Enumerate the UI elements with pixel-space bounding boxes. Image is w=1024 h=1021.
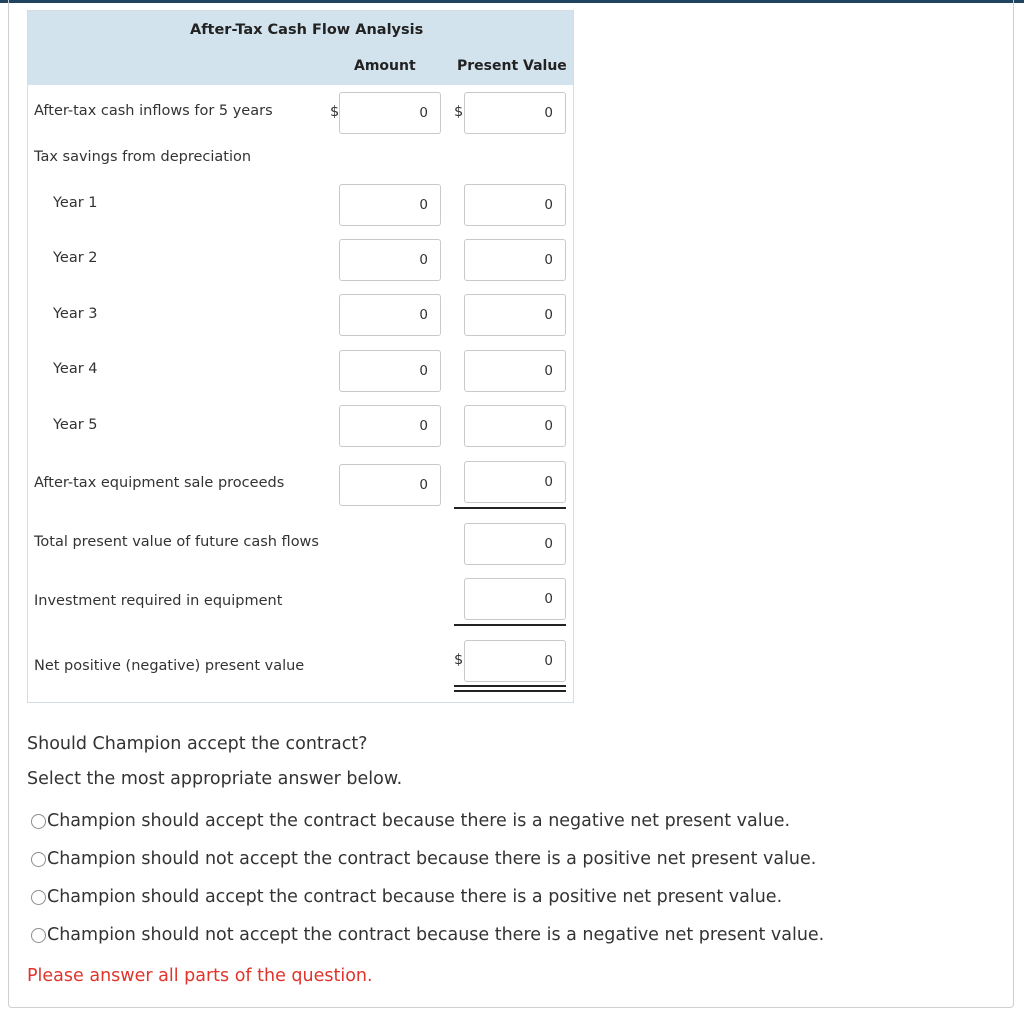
year2-amount-input[interactable]	[339, 239, 441, 281]
sale-proceeds-pv-input[interactable]	[464, 461, 566, 503]
answer-option-label: Champion should not accept the contract because there is a negative net present value.	[47, 925, 825, 945]
double-rule-bottom	[454, 690, 566, 692]
cash-inflows-amount-input[interactable]	[339, 92, 441, 134]
radio-button[interactable]	[31, 928, 46, 943]
validation-warning: Please answer all parts of the question.	[27, 966, 373, 986]
answer-option-label: Champion should accept the contract because there is a positive net present value.	[47, 887, 783, 907]
amount-column-header: Amount	[354, 58, 416, 74]
year3-amount-input[interactable]	[339, 294, 441, 336]
radio-button[interactable]	[31, 852, 46, 867]
year1-label: Year 1	[53, 195, 98, 211]
net-pv-currency: $	[454, 652, 464, 668]
cash-inflows-amount-currency: $	[330, 104, 340, 120]
year5-label: Year 5	[53, 417, 98, 433]
investment-pv-input[interactable]	[464, 578, 566, 620]
answer-option-1[interactable]	[31, 811, 790, 831]
cash-inflows-pv-currency: $	[454, 104, 464, 120]
year4-amount-input[interactable]	[339, 350, 441, 392]
answer-option-label: Champion should accept the contract because there is a negative net present value.	[47, 811, 791, 831]
radio-button[interactable]	[31, 814, 46, 829]
net-pv-label: Net positive (negative) present value	[34, 658, 305, 674]
subtotal-rule	[454, 507, 566, 509]
total-pv-label: Total present value of future cash flows	[34, 534, 319, 550]
cash-inflows-label: After-tax cash inflows for 5 years	[34, 103, 273, 119]
total-pv-input[interactable]	[464, 523, 566, 565]
cash-inflows-pv-input[interactable]	[464, 92, 566, 134]
sale-proceeds-amount-input[interactable]	[339, 464, 441, 506]
answer-option-3[interactable]	[31, 887, 782, 907]
year4-pv-input[interactable]	[464, 350, 566, 392]
net-pv-input[interactable]	[464, 640, 566, 682]
year5-amount-input[interactable]	[339, 405, 441, 447]
answer-option-label: Champion should not accept the contract because there is a positive net present value.	[47, 849, 817, 869]
year1-amount-input[interactable]	[339, 184, 441, 226]
year1-pv-input[interactable]	[464, 184, 566, 226]
question-instruction: Select the most appropriate answer below.	[27, 769, 403, 789]
question-prompt: Should Champion accept the contract?	[27, 734, 368, 754]
year4-label: Year 4	[53, 361, 98, 377]
year3-label: Year 3	[53, 306, 98, 322]
year3-pv-input[interactable]	[464, 294, 566, 336]
sale-proceeds-label: After-tax equipment sale proceeds	[34, 475, 285, 491]
double-rule-top	[454, 685, 566, 687]
investment-label: Investment required in equipment	[34, 593, 283, 609]
year2-label: Year 2	[53, 250, 98, 266]
year5-pv-input[interactable]	[464, 405, 566, 447]
tax-savings-label: Tax savings from depreciation	[34, 149, 252, 165]
total-rule	[454, 624, 566, 626]
cash-flow-panel	[27, 10, 574, 703]
radio-button[interactable]	[31, 890, 46, 905]
year2-pv-input[interactable]	[464, 239, 566, 281]
panel-header	[28, 11, 573, 85]
panel-title: After-Tax Cash Flow Analysis	[190, 22, 424, 38]
answer-option-2[interactable]	[31, 849, 816, 869]
present-value-column-header: Present Value	[457, 58, 567, 74]
answer-option-4[interactable]	[31, 925, 824, 945]
